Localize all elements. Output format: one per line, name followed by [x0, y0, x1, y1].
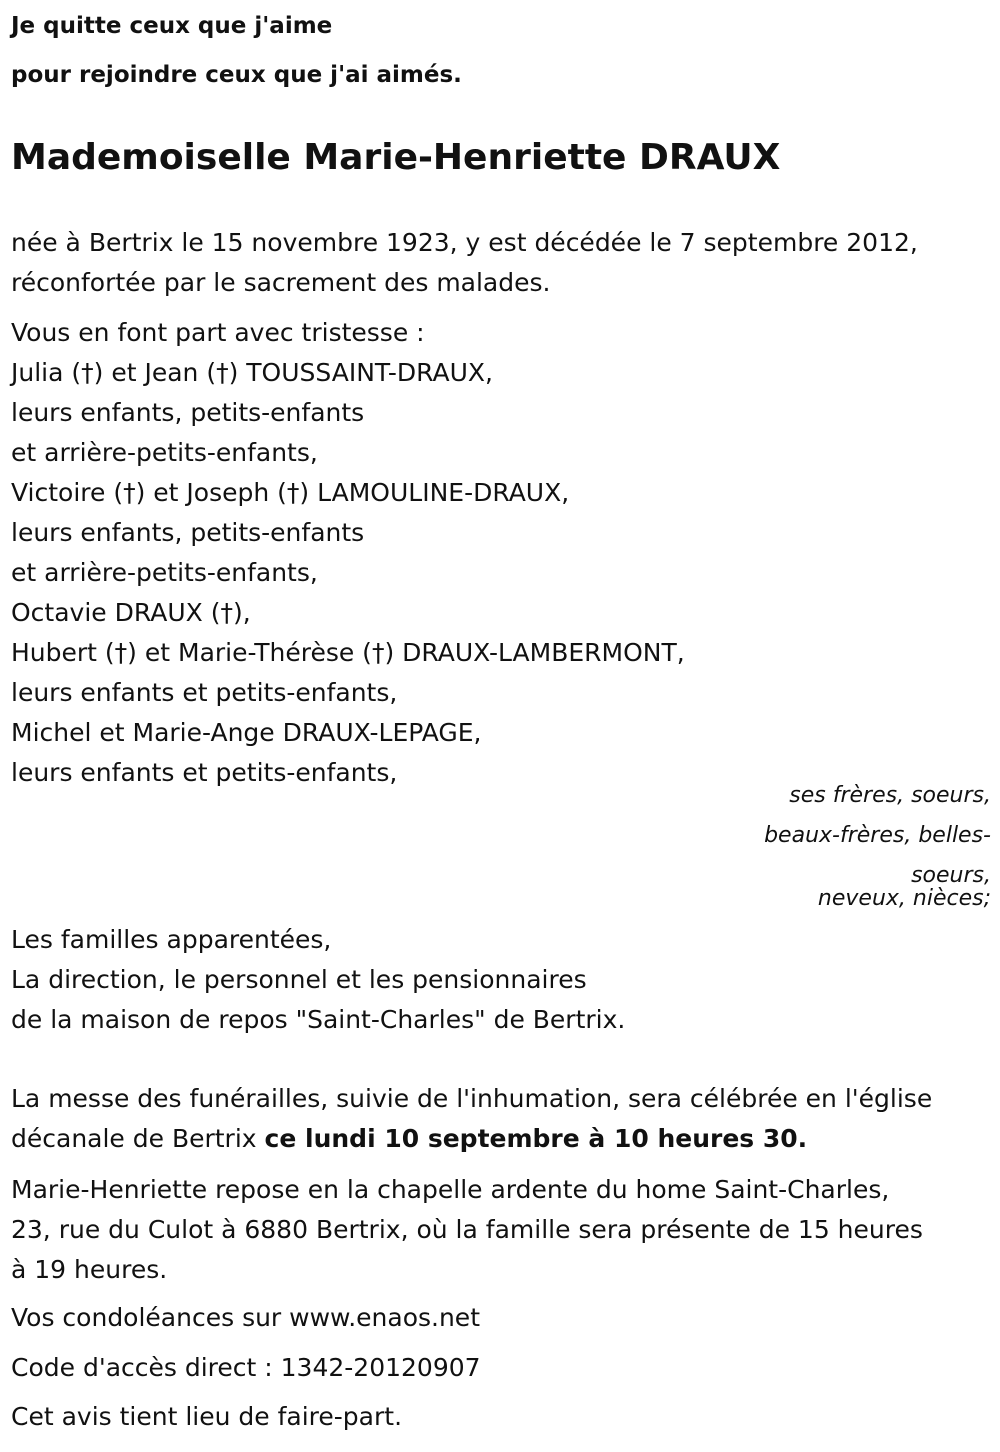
relation-line-1: ses frères, soeurs,: [789, 783, 991, 808]
funeral-line-2-prefix: décanale de Bertrix: [11, 1124, 265, 1153]
relation-line-3: soeurs,: [911, 863, 991, 888]
condolences-line: Vos condoléances sur www.enaos.net: [11, 1303, 480, 1332]
deceased-name: Mademoiselle Marie-Henriette DRAUX: [11, 137, 781, 178]
birth-line-1: née à Bertrix le 15 novembre 1923, y est décédée le 7 septembre 2012,: [11, 228, 918, 257]
notice-line: Cet avis tient lieu de faire-part.: [11, 1402, 403, 1431]
repose-line: 23, rue du Culot à 6880 Bertrix, où la famille sera présente de 15 heures: [11, 1215, 923, 1244]
mourners-list: [11, 313, 685, 793]
birth-line-2: réconfortée par le sacrement des malades.: [11, 268, 551, 297]
repose-line: Marie-Henriette repose en la chapelle ardente du home Saint-Charles,: [11, 1175, 890, 1204]
relation-line-4: neveux, nièces;: [817, 886, 991, 911]
mourner-line: leurs enfants et petits-enfants,: [11, 678, 398, 707]
access-code-line: Code d'accès direct : 1342-20120907: [11, 1353, 481, 1382]
mourner-line: leurs enfants, petits-enfants: [11, 518, 365, 547]
mourner-line: Octavie DRAUX (†),: [11, 598, 251, 627]
mourners-intro: Vous en font part avec tristesse :: [11, 318, 425, 347]
quote-line-2: pour rejoindre ceux que j'ai aimés.: [11, 62, 462, 88]
mourner-line: Michel et Marie-Ange DRAUX-LEPAGE,: [11, 718, 482, 747]
repose-line: à 19 heures.: [11, 1255, 168, 1284]
birth-death-paragraph: [11, 223, 918, 303]
repose-paragraph: [11, 1170, 923, 1290]
mourner-line: leurs enfants et petits-enfants,: [11, 758, 398, 787]
families-paragraph: [11, 920, 625, 1040]
funeral-paragraph: [11, 1079, 932, 1159]
families-line: Les familles apparentées,: [11, 925, 332, 954]
families-line: de la maison de repos "Saint-Charles" de Bertrix.: [11, 1005, 626, 1034]
mourner-line: Julia (†) et Jean (†) TOUSSAINT-DRAUX,: [11, 358, 493, 387]
mourner-line: leurs enfants, petits-enfants: [11, 398, 365, 427]
mourner-line: Victoire (†) et Joseph (†) LAMOULINE-DRAUX,: [11, 478, 570, 507]
funeral-line-2: [11, 1119, 932, 1159]
relation-line-2: beaux-frères, belles-: [764, 823, 991, 848]
relation-note: [764, 783, 991, 912]
mourner-line: et arrière-petits-enfants,: [11, 558, 318, 587]
mourner-line: Hubert (†) et Marie-Thérèse (†) DRAUX-LAMBERMONT,: [11, 638, 685, 667]
families-line: La direction, le personnel et les pensionnaires: [11, 965, 587, 994]
quote-line-1: Je quitte ceux que j'aime: [11, 13, 333, 39]
mourner-line: et arrière-petits-enfants,: [11, 438, 318, 467]
funeral-line-1: La messe des funérailles, suivie de l'inhumation, sera célébrée en l'église: [11, 1084, 933, 1113]
funeral-date: ce lundi 10 septembre à 10 heures 30.: [264, 1124, 808, 1153]
